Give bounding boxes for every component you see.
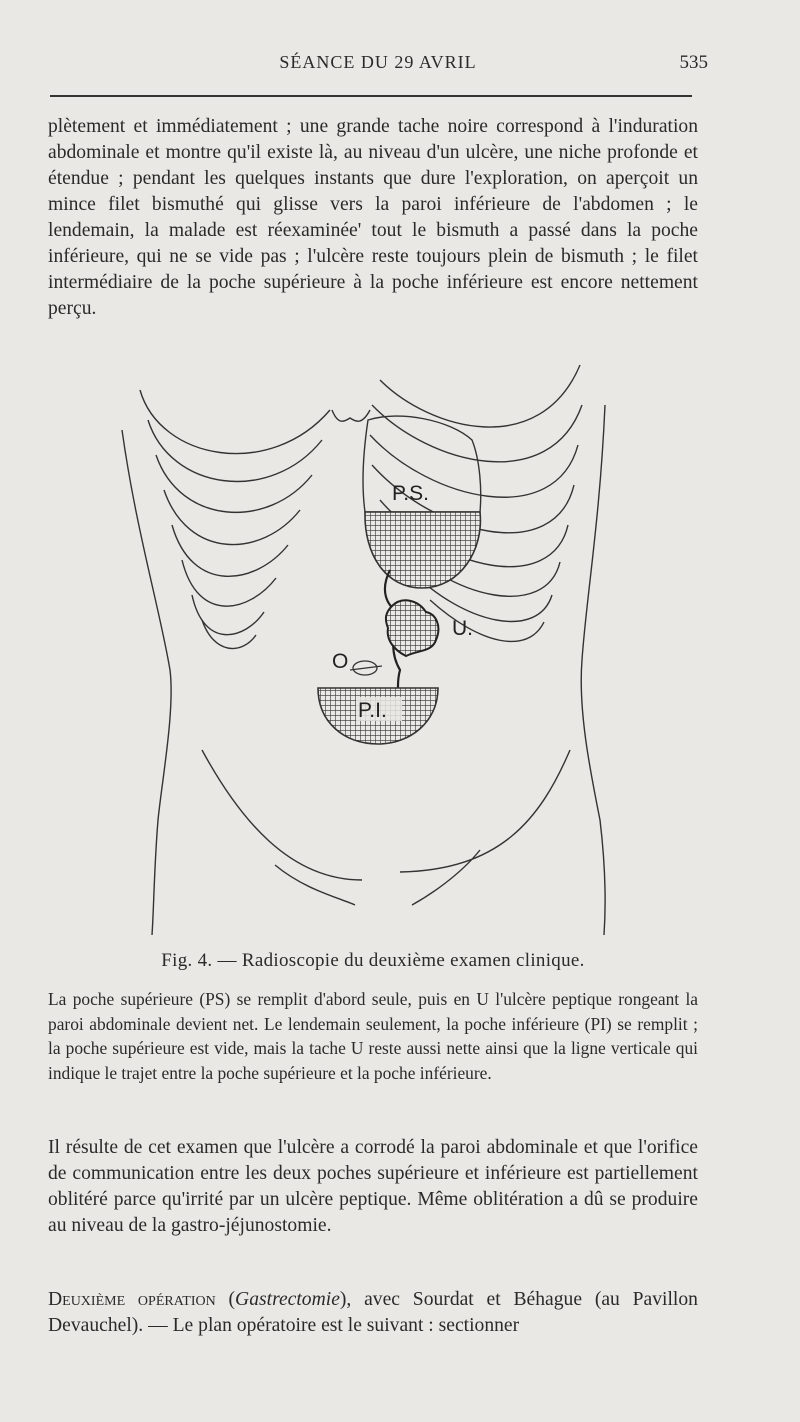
- radioscopy-figure: [100, 350, 640, 940]
- page-header: [48, 52, 708, 82]
- pelvis-v-right: [412, 850, 480, 905]
- orifice-shape: [350, 661, 382, 675]
- pelvis-left: [202, 750, 362, 880]
- paragraph-3: [48, 1287, 698, 1339]
- rib-right-2: [372, 405, 582, 462]
- rib-left-2: [148, 420, 322, 481]
- body-outline-left: [122, 430, 171, 935]
- rib-left-5: [172, 525, 288, 576]
- rib-left-7: [192, 595, 264, 635]
- pelvis-right: [400, 750, 570, 872]
- label-lower-pouch: P.I.: [358, 699, 387, 722]
- page-number: 535: [679, 52, 708, 73]
- figure-caption: Fig. 4. — Radioscopie du deuxième examen clinique.: [161, 950, 585, 971]
- section-lead: Deuxième opération: [48, 1289, 216, 1310]
- operation-name: Gastrectomie: [235, 1289, 340, 1310]
- ulcer-stain: [386, 600, 438, 656]
- paragraph-3-rest: ), avec Sourdat et Béhague (au Pavillon Devauchel). — Le plan opératoire est le suivant : sectionner: [48, 1289, 698, 1336]
- running-title: SÉANCE DU 29 AVRIL: [279, 52, 477, 72]
- body-outline-right: [581, 405, 605, 935]
- sternum: [332, 410, 370, 421]
- upper-pouch-fill: [365, 512, 480, 588]
- rib-left-1: [140, 390, 330, 454]
- paragraph-2: Il résulte de cet examen que l'ulcère a corrodé la paroi abdominale et que l'orifice de communication entre les deux poches supérieure et inférieure est partiellement oblitéré parce qu'irrité par un ulcère peptique. Même oblitération a dû se produire au niveau de la gastro-jéjunostomie.: [48, 1137, 698, 1236]
- label-orifice: O: [332, 650, 349, 673]
- rib-left-4: [164, 490, 300, 545]
- figure-legend: La poche supérieure (PS) se remplit d'abord seule, puis en U l'ulcère peptique rongeant la paroi abdominale devient net. Le lendemain seulement, la poche inférieure (PI) se remplit ; la poche supérieure est vide, mais la tache U reste aussi nette ainsi que la ligne verticale qui indique le trajet entre la poche supérieure et la poche inférieure.: [48, 989, 698, 1083]
- label-upper-pouch: P.S.: [392, 482, 429, 505]
- header-rule: [50, 95, 692, 97]
- paragraph-1: plètement et immédiatement ; une grande tache noire correspond à l'induration abdominale et montre qu'il existe là, au niveau d'un ulcère, une niche profonde et étendue ; pendant les quelques instants que dure l'exploration, on aperçoit un mince filet bismuthé qui glisse vers la paroi inférieure de l'abdomen ; le lendemain, la malade est réexaminée' tout le bismuth a passé dans la poche inférieure, qui ne se vide pas ; l'ulcère reste toujours plein de bismuth ; le filet intermédiaire de la poche supérieure à la poche inférieure est encore nettement perçu.: [48, 116, 698, 319]
- rib-right-8: [430, 600, 544, 641]
- rib-right-1: [380, 365, 580, 427]
- label-ulcer: U.: [452, 617, 473, 640]
- paren-open: (: [215, 1289, 236, 1310]
